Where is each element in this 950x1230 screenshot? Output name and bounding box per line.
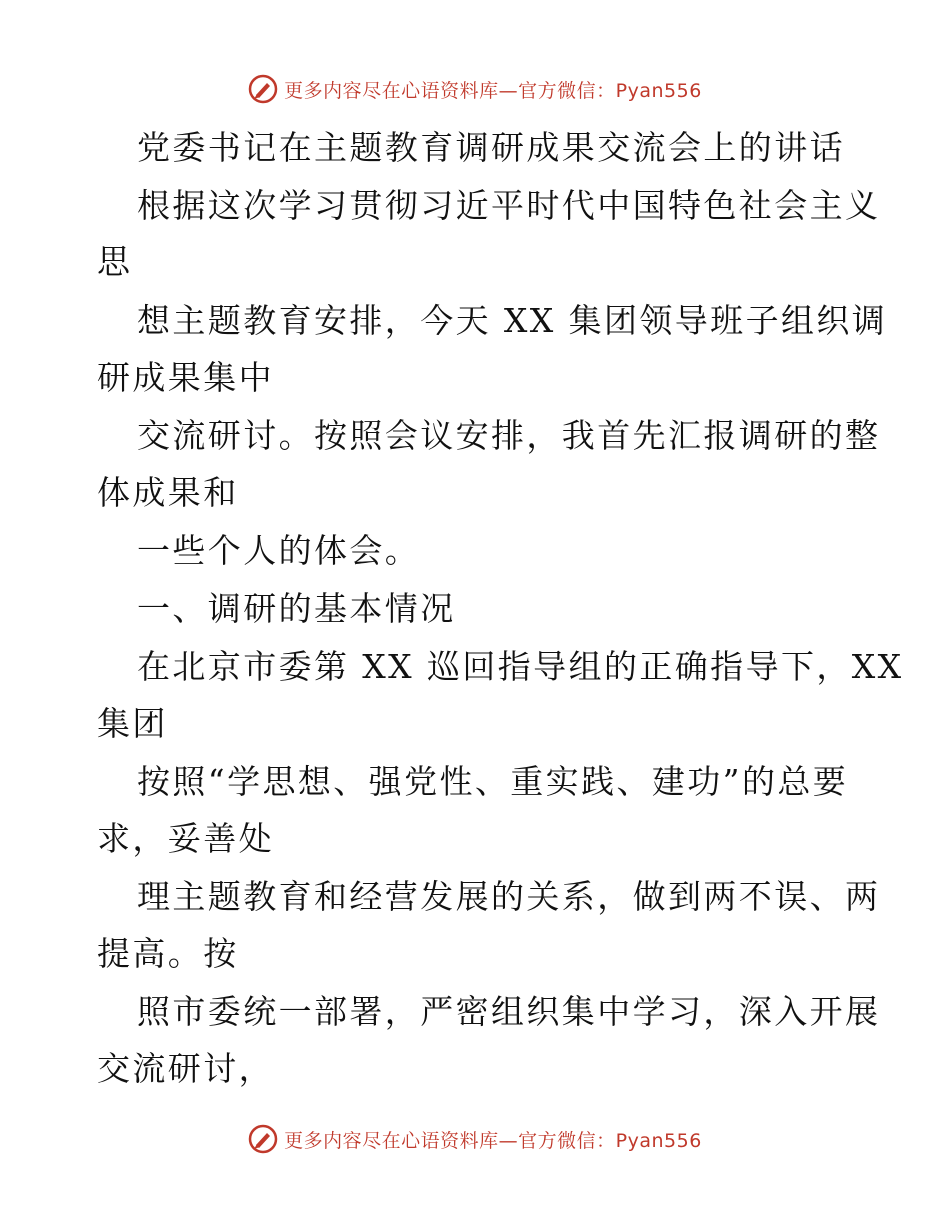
pen-seal-icon [248, 1124, 278, 1154]
paragraph-line: 一些个人的体会。 [137, 531, 421, 570]
watermark-text: 更多内容尽在心语资料库—官方微信：Pyan556 [284, 79, 702, 102]
paragraph-line: 提高。按 [97, 934, 239, 973]
paragraph-line: 集团 [97, 704, 168, 743]
paragraph-line: 体成果和 [97, 473, 239, 512]
paragraph-line: 照市委统一部署，严密组织集中学习，深入开展 [137, 992, 881, 1031]
footer-watermark [0, 1124, 950, 1154]
document-title: 党委书记在主题教育调研成果交流会上的讲话 [137, 128, 845, 167]
paragraph-line: 想主题教育安排，今天 XX 集团领导班子组织调 [137, 301, 888, 340]
paragraph-line: 按照“学思想、强党性、重实践、建功”的总要 [137, 762, 849, 801]
paragraph-line: 研成果集中 [97, 358, 274, 397]
pen-seal-icon [248, 74, 278, 104]
section-heading: 一、调研的基本情况 [137, 589, 456, 628]
paragraph-line: 思 [97, 242, 133, 281]
paragraph-line: 交流研讨。按照会议安排，我首先汇报调研的整 [137, 416, 881, 455]
paragraph-line: 交流研讨， [97, 1049, 274, 1088]
paragraph-line: 在北京市委第 XX 巡回指导组的正确指导下，XX [137, 647, 904, 686]
header-watermark [0, 74, 950, 104]
paragraph-line: 根据这次学习贯彻习近平时代中国特色社会主义 [137, 186, 881, 225]
watermark-text: 更多内容尽在心语资料库—官方微信：Pyan556 [284, 1129, 702, 1152]
paragraph-line: 理主题教育和经营发展的关系，做到两不误、两 [137, 877, 881, 916]
paragraph-line: 求，妥善处 [97, 819, 274, 858]
